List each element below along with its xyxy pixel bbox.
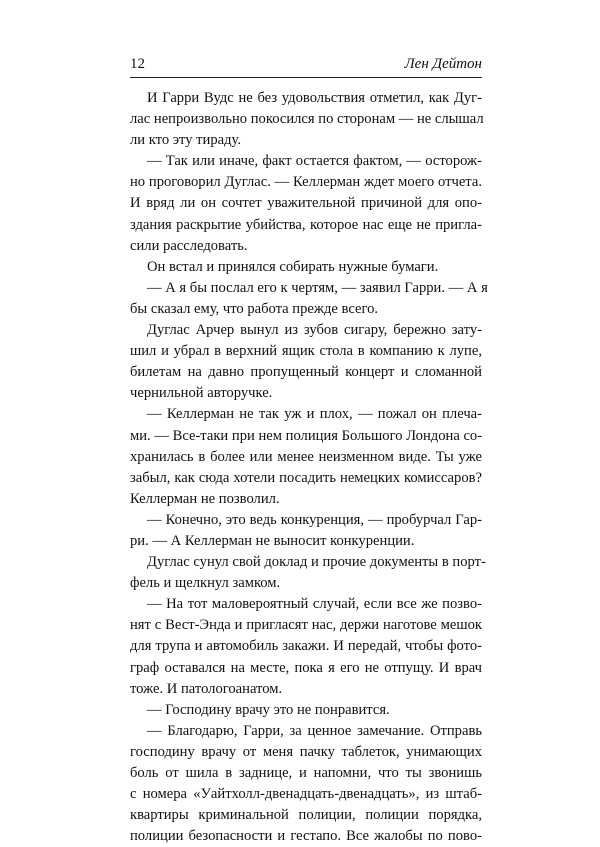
text-line: — Келлерман не так уж и плох, — пожал он плеча-: [147, 406, 482, 423]
text-line: — Господину врачу это не понравится.: [147, 701, 390, 718]
text-line: с номера «Уайтхолл-двенадцать-двенадцать», из штаб-: [130, 786, 482, 803]
text-line: здания раскрытие убийства, которое нас еще не пригла-: [130, 216, 482, 233]
text-line: но проговорил Дуглас. — Келлерман ждет моего отчета.: [130, 174, 482, 191]
text-line: господину врачу от меня пачку таблеток, унимающих: [130, 743, 482, 760]
text-line: — На тот маловероятный случай, если все же позво-: [147, 596, 482, 613]
page-number: 12: [130, 56, 145, 72]
text-line: Дуглас сунул свой доклад и прочие документы в порт-: [147, 554, 486, 571]
text-line: сили расследовать.: [130, 237, 248, 254]
text-line: — Так или иначе, факт остается фактом, — осторож-: [147, 153, 482, 170]
text-line: фель и щелкнул замком.: [130, 575, 281, 592]
page-header: [130, 56, 482, 78]
text-line: билетам на давно пропущенный концерт и сломанной: [130, 364, 482, 381]
body-text: [130, 88, 488, 847]
text-line: ми. — Все-таки при нем полиция Большого Лондона со-: [130, 427, 483, 444]
text-line: ри. — А Келлерман не выносит конкуренции.: [130, 532, 415, 549]
text-line: Дуглас Арчер вынул из зубов сигару, бережно зату-: [147, 322, 482, 339]
text-line: ли кто эту тираду.: [130, 132, 242, 149]
text-line: И вряд ли он сочтет уважительной причиной для опо-: [130, 195, 482, 212]
text-line: — Благодарю, Гарри, за ценное замечание. Отправь: [147, 722, 482, 739]
text-line: чернильной авторучке.: [130, 385, 273, 402]
text-line: — Конечно, это ведь конкуренция, — пробурчал Гар-: [147, 511, 482, 528]
text-line: — А я бы послал его к чертям, — заявил Гарри. — А я: [147, 279, 488, 296]
text-line: забыл, как сюда хотели посадить немецких комиссаров?: [130, 469, 482, 486]
text-line: бы сказал ему, что работа прежде всего.: [130, 300, 379, 317]
text-line: для трупа и автомобиль закажи. И передай, чтобы фото-: [130, 638, 482, 655]
running-title: Лен Дейтон: [404, 56, 482, 72]
text-line: Келлерман не позволил.: [130, 490, 280, 507]
text-line: лас непроизвольно покосился по сторонам — не слышал: [130, 111, 484, 128]
text-line: квартиры криминальной полиции, полиции порядка,: [130, 807, 482, 824]
header-rule: [130, 77, 482, 78]
text-line: шил и убрал в верхний ящик стола в компанию к лупе,: [130, 343, 482, 360]
text-line: И Гарри Вудс не без удовольствия отметил, как Дуг-: [147, 90, 482, 106]
text-line: хранилась в более или менее неизменном виде. Ты уже: [130, 448, 482, 465]
text-line: тоже. И патологоанатом.: [130, 680, 283, 697]
text-line: граф оставался на месте, пока я его не отпущу. И врач: [130, 659, 482, 676]
text-line: нят с Вест-Энда и пригласят нас, держи наготове мешок: [130, 617, 482, 634]
text-line: боль от шила в заднице, и напомни, что ты звонишь: [130, 765, 482, 781]
text-line: Он встал и принялся собирать нужные бумаги.: [147, 258, 439, 275]
text-line: полиции безопасности и гестапо. Все жалобы по пово-: [130, 828, 482, 845]
